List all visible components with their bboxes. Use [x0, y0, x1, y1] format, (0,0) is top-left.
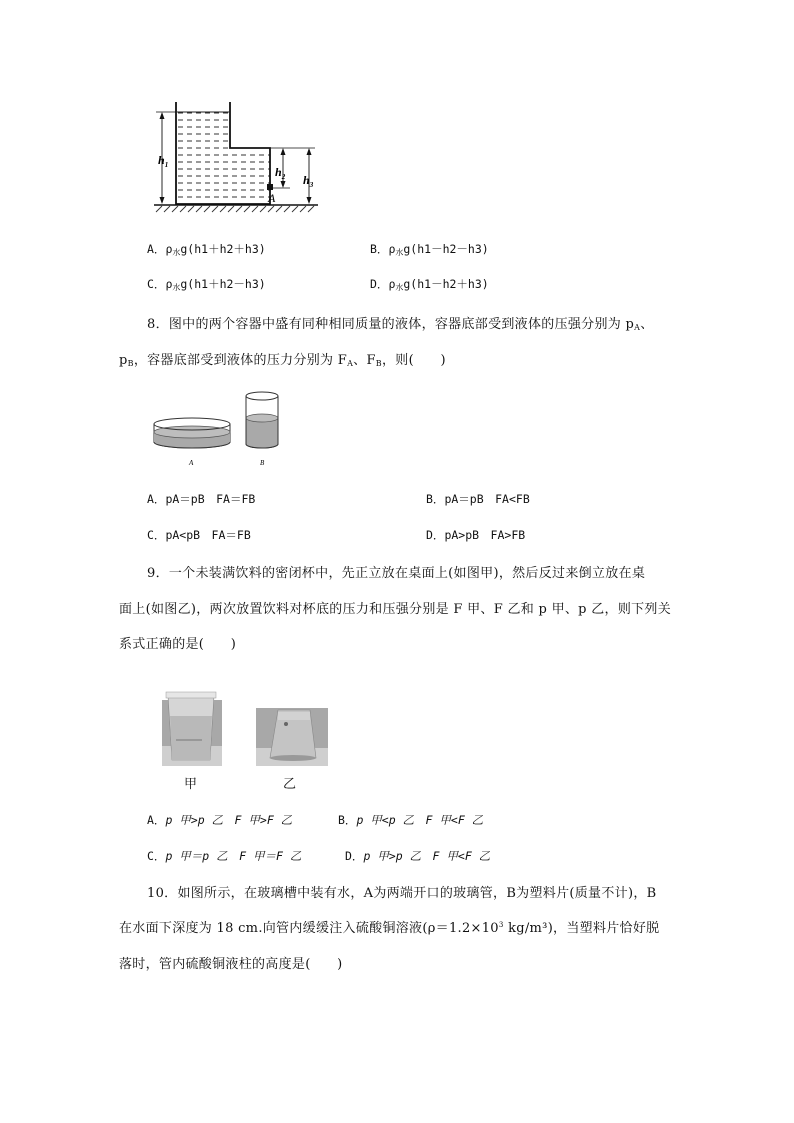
q7-option-b: B．$\rho_水g(h1-h2-h3)$ [370, 242, 489, 257]
q8-option-c: C．pA<pB FA＝FB [147, 528, 251, 542]
photo-label-jia: 甲 [184, 777, 198, 792]
q8-option-d: D．pA>pB FA>FB [426, 528, 526, 542]
photo-label-yi: 乙 [283, 777, 297, 792]
q8-option-b: B．pA＝pB FA<FB [426, 492, 530, 506]
water-fill [176, 112, 270, 204]
q7-option-c: C．$\rho_水g(h1+h2-h3)$ [147, 277, 266, 292]
q9-stem-line3: 系式正确的是( ) [119, 637, 237, 652]
q9-stem-line2: 面上(如图乙)，两次放置饮料对杯底的压力和压强分别是 F 甲、F 乙和 p 甲、p 乙，则下列关 [119, 602, 672, 617]
q10-stem-line1: 10．如图所示，在玻璃槽中装有水，A为两端开口的玻璃管，B为塑料片(质量不计)，B [147, 886, 657, 901]
q10-stem-line3: 落时，管内硫酸铜液柱的高度是( ) [119, 957, 343, 972]
label-h2: $h_2$ [275, 165, 286, 181]
q8-stem-line2: $p_B$，容器底部受到液体的压力分别为 $F_A$、$F_B$，则( ) [119, 353, 446, 368]
figure-container-diagram [150, 96, 325, 216]
q9-option-a: A．p 甲>p 乙 F 甲>F 乙 [147, 813, 293, 827]
label-h3: $h_3$ [303, 173, 314, 189]
cup-inverted-svg [256, 686, 328, 766]
label-a: A [268, 191, 276, 205]
point-a-marker [267, 184, 273, 190]
q7-option-a: A．$\rho_水g(h1+h2+h3)$ [147, 242, 266, 257]
q8-stem-line1: 8．图中的两个容器中盛有同种相同质量的液体，容器底部受到液体的压强分别为 $p_A$、 [147, 317, 654, 332]
photo-cup-upright [162, 686, 222, 766]
label-container-a: A [189, 459, 194, 467]
q7-option-d: D．$\rho_水g(h1-h2+h3)$ [370, 277, 489, 292]
q9-option-d: D．p 甲>p 乙 F 甲<F 乙 [345, 849, 491, 863]
label-h1: $h_1$ [158, 153, 169, 169]
containers-svg [150, 388, 290, 470]
q8-option-a: A．pA＝pB FA＝FB [147, 492, 256, 506]
label-container-b: B [260, 459, 265, 467]
q9-option-c: C．p 甲＝p 乙 F 甲＝F 乙 [147, 849, 302, 863]
cup-upright-svg [162, 686, 222, 766]
q9-stem-line1: 9．一个未装满饮料的密闭杯中，先正立放在桌面上(如图甲)，然后反过来倒立放在桌 [147, 566, 646, 581]
q10-stem-line2: 在水面下深度为 18 cm.向管内缓缓注入硫酸铜溶液($\rho=1.2\times 10^3$ kg/m³)，当塑料片恰好脱 [119, 921, 660, 936]
q9-option-b: B．p 甲<p 乙 F 甲<F 乙 [338, 813, 484, 827]
figure-two-containers [150, 388, 290, 470]
photo-cup-inverted [256, 686, 328, 766]
container-svg [150, 96, 325, 216]
